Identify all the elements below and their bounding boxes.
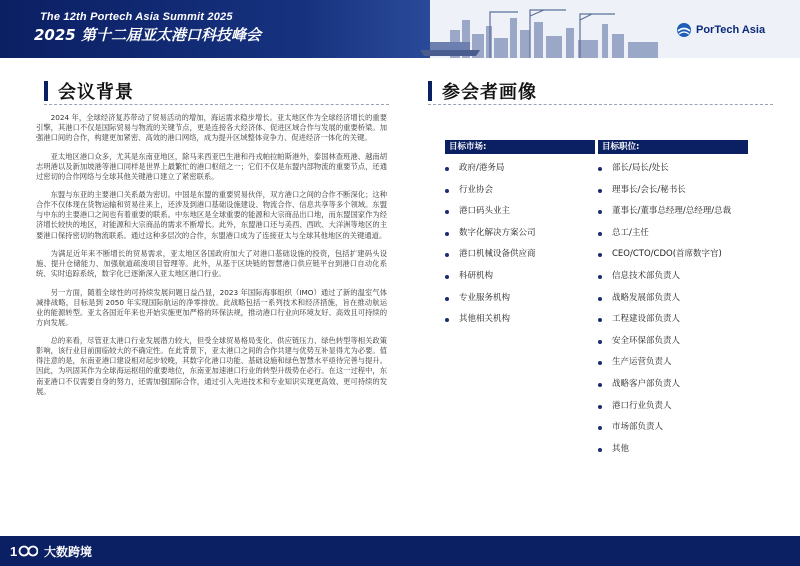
footer-brand-logo [10,541,92,561]
bullet-icon [598,448,602,452]
list-item: 市场部负责人 [598,417,748,439]
list-item: 其他相关机构 [445,309,595,331]
list-item: 安全环保部负责人 [598,331,748,353]
list-item: 生产运营负责人 [598,352,748,374]
page-footer [0,536,800,566]
bullet-icon [598,275,602,279]
list-item: CEO/CTO/CDO(首席数字官) [598,244,748,266]
target-market-column [445,140,595,331]
bullet-icon [598,210,602,214]
list-item: 战略发展部负责人 [598,288,748,310]
bullet-icon [445,189,449,193]
bullet-icon [598,297,602,301]
bullet-icon [445,210,449,214]
bullet-icon [598,426,602,430]
summit-chinese-title: 2025 第十二届亚太港口科技峰会 [34,26,261,44]
bullet-icon [598,405,602,409]
paragraph: 为满足近年来不断增长的贸易需求，亚太地区各国政府加大了对港口基础设施的投资，包括扩建码头设施、提升仓储能力、加强航道疏浚项目管理等。此外，从基于区块链的智慧港口供应链平台到港口自动化系统、实时追踪系统，数字化已逐渐深入亚太地区港口行业。 [36,248,387,279]
bullet-icon [445,318,449,322]
list-item: 董事长/董事总经理/总经理/总裁 [598,201,748,223]
target-positions-heading: 目标职位: [598,140,748,154]
paragraph: 总的来看，尽管亚太港口行业发展潜力较大，但受全球贸易格局变化、供应链压力、绿色转型等相关政策影响，该行业目前面临较大的不确定性。在此背景下，亚太港口之间的合作共建与优势互补显得尤为必要。值得注意的是，东南亚港口建设相对起步较晚，其数字化港口功能、基础设施和绿色智慧水平亟待完善与提升。因此，为巩固其作为全球海运枢纽的重要地位，东南亚加速港口行业的转型升级势在必行。在这一过程中，东南亚港口不仅需要自身的努力，还需加强国际合作，通过引入先进技术和专业知识实现更高效、更可持续的发展。 [36,336,387,396]
list-item: 总工/主任 [598,223,748,245]
list-item: 数字化解决方案公司 [445,223,595,245]
bullet-icon [598,361,602,365]
title-divider [44,104,389,105]
bullet-icon [598,340,602,344]
list-item: 港口机械设备供应商 [445,244,595,266]
page-header [0,0,800,58]
list-item: 其他 [598,439,748,461]
background-title-text: 会议背景 [58,82,134,103]
list-item: 理事长/会长/秘书长 [598,180,748,202]
list-item: 战略客户部负责人 [598,374,748,396]
list-item: 专业服务机构 [445,288,595,310]
title-accent-bar [44,81,48,101]
bullet-icon [445,167,449,171]
paragraph: 东盟与东亚的主要港口关系最为密切。中国是东盟的重要贸易伙伴，双方港口之间的合作不断深化；这种合作不仅体现在货物运输和贸易往来上，还涉及到港口基础设施建设、物流合作、信息共享等多个领域。东盟与中东的主要港口之间也有着重要的联系。中东地区是全球重要的能源和大宗商品出口地，而东盟国家作为经济增长较快的地区，对能源和大宗商品的需求不断增长。此外，东盟港口还与美西、西欧、大洋洲等地区的主要港口保持密切的物流联系。通过这种多层次的合作，东盟港口成为了连接亚太与全球其他地区的关键通道。 [36,190,387,240]
list-item: 港口行业负责人 [598,396,748,418]
target-positions-column [598,140,748,460]
list-item: 科研机构 [445,266,595,288]
bullet-icon [445,275,449,279]
list-item: 部长/局长/处长 [598,158,748,180]
bullet-icon [598,189,602,193]
bullet-icon [445,253,449,257]
background-section-title [44,78,134,104]
background-body [36,113,387,405]
portech-logo-text: PorTech Asia [696,24,766,36]
target-market-list [445,158,595,331]
attendees-section-title [428,78,537,104]
port-skyline-illustration [330,0,660,58]
paragraph: 2024 年，全球经济复苏带动了贸易活动的增加，海运需求稳步增长。亚太地区作为全球经济增长的重要引擎，其港口不仅是国际贸易与物流的关键节点，更是连接各大经济体、促进区域合作与发展的重要桥梁。加强港口间的合作，构建更加紧密、高效的港口网络，成为提升区域整体竞争力、促进经济一体化的关键。 [36,113,387,143]
bullet-icon [598,383,602,387]
summit-english-title: The 12th Portech Asia Summit 2025 [40,11,233,23]
attendees-title-text: 参会者画像 [442,82,537,103]
footer-brand-text: 大数跨境 [44,544,93,559]
list-item: 行业协会 [445,180,595,202]
list-item: 政府/港务局 [445,158,595,180]
paragraph: 亚太地区港口众多，尤其是东南亚地区，除马来西亚巴生港和丹戎帕拉帕斯港外，泰国林查班港、越南胡志明港以及新加坡港等港口同样是世界上最繁忙的港口枢纽之一；它们不仅是东盟内部物流的重要节点，还通过密切的合作网络与全球其他关键港口建立了紧密联系。 [36,151,387,181]
bullet-icon [598,253,602,257]
bullet-icon [598,318,602,322]
bullet-icon [598,167,602,171]
svg-text:1: 1 [10,544,18,559]
list-item: 港口码头业主 [445,201,595,223]
paragraph: 另一方面，随着全球性的可持续发展问题日益凸显，2023 年国际海事组织（IMO）通过了新的温室气体减排战略，目标是到 2050 年实现国际航运的净零排放。此战略包括一系列技术和经济措施，旨在推动航运业的能源转型。亚太各国近年来也开始实施更加严格的环保法规，推动港口行业向环境友好、高效且可持续的方向发展。 [36,287,387,327]
target-market-heading: 目标市场: [445,140,595,154]
portech-logo [676,22,765,38]
title-accent-bar [428,81,432,101]
target-positions-list [598,158,748,460]
title-divider [428,104,773,105]
brand-mark-icon [10,541,38,561]
bullet-icon [598,232,602,236]
list-item: 信息技术部负责人 [598,266,748,288]
bullet-icon [445,297,449,301]
portech-logo-icon [676,22,692,38]
bullet-icon [445,232,449,236]
list-item: 工程建设部负责人 [598,309,748,331]
